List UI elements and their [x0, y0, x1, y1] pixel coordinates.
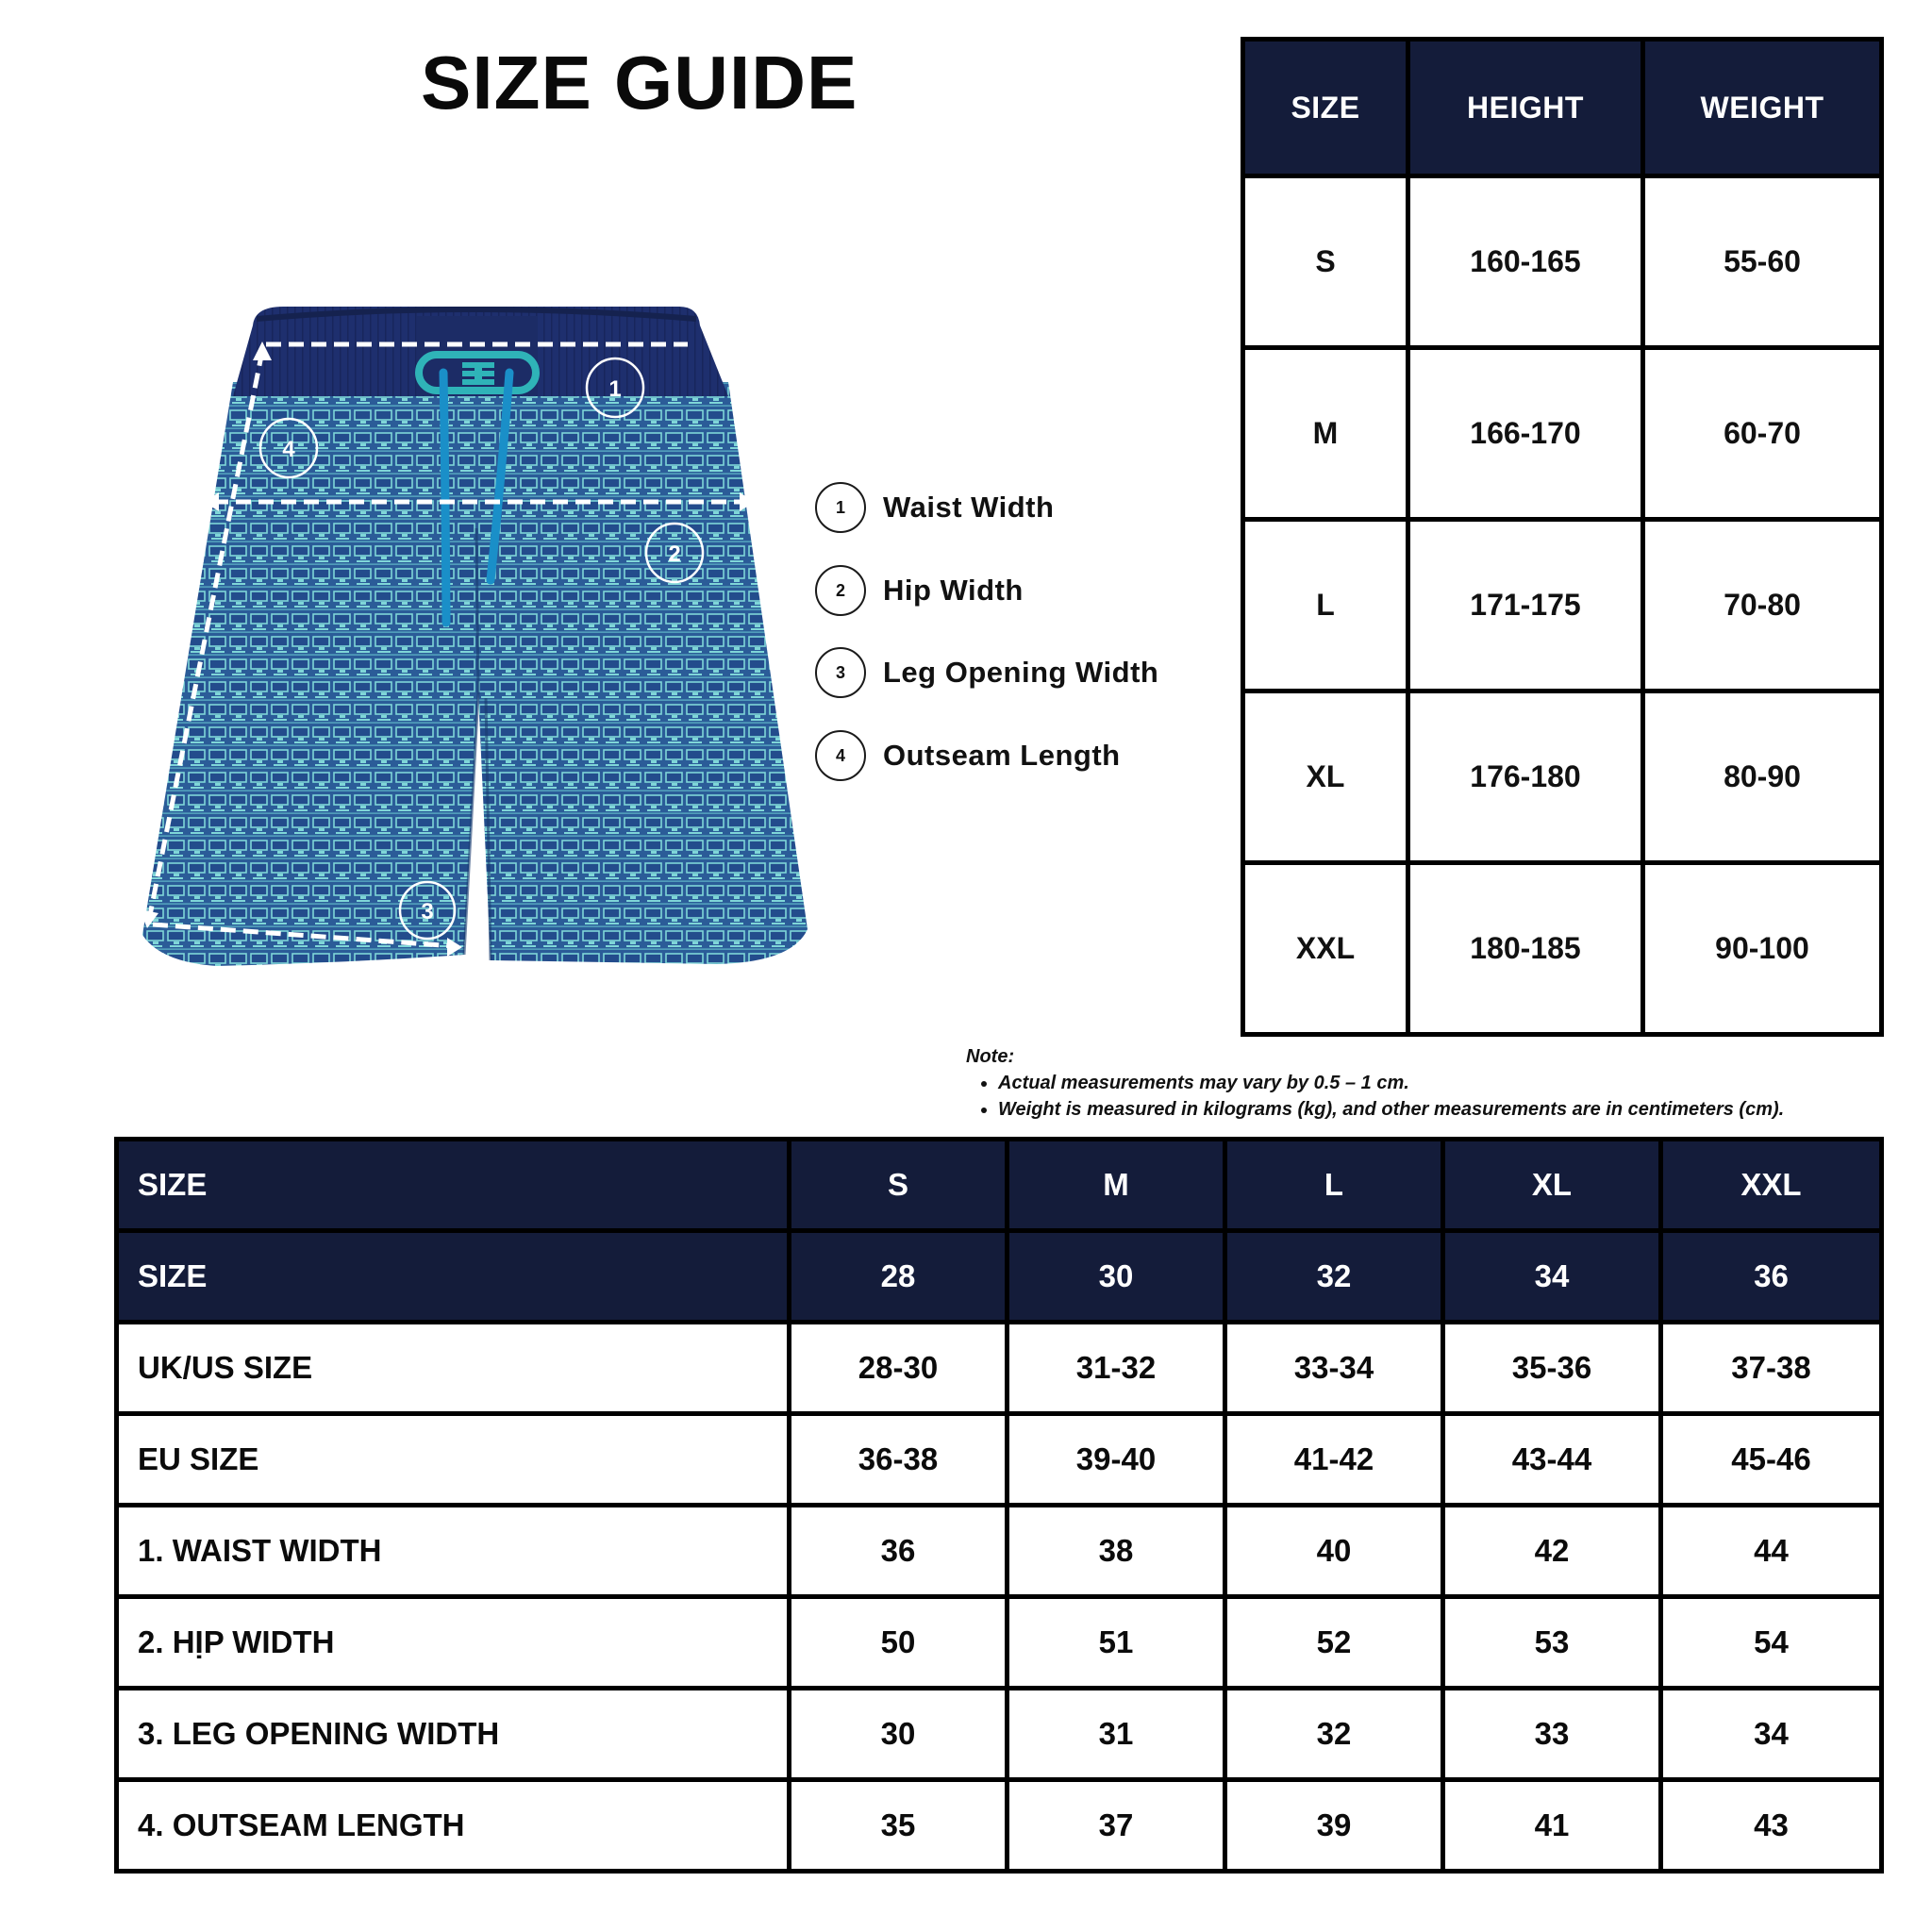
value-cell: 52 [1225, 1597, 1443, 1689]
waistband [233, 307, 728, 396]
value-cell: 35 [790, 1780, 1008, 1872]
size-cell: S [1243, 176, 1408, 348]
value-cell: 30 [790, 1689, 1008, 1780]
height-cell: 180-185 [1408, 863, 1643, 1035]
size-label-cell: XL [1443, 1140, 1661, 1231]
size-cell: M [1243, 348, 1408, 520]
value-cell: 36-38 [790, 1414, 1008, 1506]
weight-cell: 60-70 [1643, 348, 1882, 520]
size-label-cell: M [1008, 1140, 1225, 1231]
value-cell: 54 [1661, 1597, 1882, 1689]
table-header-row [1243, 40, 1882, 176]
value-cell: 37 [1008, 1780, 1225, 1872]
size-number-cell: 36 [1661, 1231, 1882, 1323]
size-label-cell: S [790, 1140, 1008, 1231]
marker-1-number: 1 [608, 376, 622, 402]
value-cell: 32 [1225, 1689, 1443, 1780]
size-number-cell: 28 [790, 1231, 1008, 1323]
number-circle-icon: 3 [815, 647, 866, 698]
row-label: UK/US SIZE [117, 1323, 790, 1414]
value-cell: 43 [1661, 1780, 1882, 1872]
row-label: 4. OUTSEAM LENGTH [117, 1780, 790, 1872]
table-row [117, 1780, 1882, 1872]
number-circle-icon: 2 [815, 565, 866, 616]
table-row [1243, 691, 1882, 863]
size-cell: XL [1243, 691, 1408, 863]
weight-cell: 90-100 [1643, 863, 1882, 1035]
swim-shorts-illustration [132, 283, 830, 981]
value-cell: 40 [1225, 1506, 1443, 1597]
size-label-cell: XXL [1661, 1140, 1882, 1231]
number-circle-icon: 4 [815, 730, 866, 781]
value-cell: 42 [1443, 1506, 1661, 1597]
value-cell: 33-34 [1225, 1323, 1443, 1414]
note-list [966, 1070, 1784, 1123]
value-cell: 39 [1225, 1780, 1443, 1872]
value-cell: 35-36 [1443, 1323, 1661, 1414]
size-cell: L [1243, 520, 1408, 691]
size-number-cell: 30 [1008, 1231, 1225, 1323]
size-number-cell: 34 [1443, 1231, 1661, 1323]
note-title: Note: [966, 1046, 1015, 1067]
legend-label: Leg Opening Width [883, 656, 1159, 689]
value-cell: 39-40 [1008, 1414, 1225, 1506]
legend-label: Outseam Length [883, 739, 1121, 772]
value-cell: 28-30 [790, 1323, 1008, 1414]
size-cell: XXL [1243, 863, 1408, 1035]
table-row [117, 1506, 1882, 1597]
size-label-cell: L [1225, 1140, 1443, 1231]
note-item: • Weight is measured in kilograms (kg), and other measurements are in centimeters (cm). [998, 1096, 1784, 1123]
column-header-weight: WEIGHT [1643, 40, 1882, 176]
table-row [117, 1689, 1882, 1780]
marker-3-number: 3 [421, 899, 434, 924]
row-label: SIZE [117, 1140, 790, 1231]
table-header-row [117, 1231, 1882, 1323]
weight-cell: 80-90 [1643, 691, 1882, 863]
value-cell: 31-32 [1008, 1323, 1225, 1414]
legend-item-waist-width [815, 479, 1054, 536]
value-cell: 51 [1008, 1597, 1225, 1689]
table-row [117, 1414, 1882, 1506]
value-cell: 41 [1443, 1780, 1661, 1872]
column-header-size: SIZE [1243, 40, 1408, 176]
table-header-row [117, 1140, 1882, 1231]
height-cell: 176-180 [1408, 691, 1643, 863]
value-cell: 43-44 [1443, 1414, 1661, 1506]
row-label: EU SIZE [117, 1414, 790, 1506]
measurement-note [966, 1043, 1784, 1123]
value-cell: 53 [1443, 1597, 1661, 1689]
table-row [117, 1597, 1882, 1689]
value-cell: 45-46 [1661, 1414, 1882, 1506]
height-cell: 160-165 [1408, 176, 1643, 348]
value-cell: 50 [790, 1597, 1008, 1689]
table-row [1243, 520, 1882, 691]
value-cell: 37-38 [1661, 1323, 1882, 1414]
size-number-cell: 32 [1225, 1231, 1443, 1323]
measurements-table [114, 1137, 1884, 1874]
value-cell: 33 [1443, 1689, 1661, 1780]
value-cell: 41-42 [1225, 1414, 1443, 1506]
legend-label: Waist Width [883, 491, 1055, 524]
marker-4-number: 4 [282, 437, 295, 462]
height-cell: 166-170 [1408, 348, 1643, 520]
column-header-height: HEIGHT [1408, 40, 1643, 176]
number-circle-icon: 1 [815, 482, 866, 533]
legend-item-leg-opening-width [815, 644, 1158, 701]
table-row [1243, 863, 1882, 1035]
note-item: • Actual measurements may vary by 0.5 – 1 cm. [998, 1070, 1784, 1096]
value-cell: 31 [1008, 1689, 1225, 1780]
legend-item-hip-width [815, 562, 1024, 619]
legend-item-outseam-length [815, 727, 1121, 784]
value-cell: 34 [1661, 1689, 1882, 1780]
marker-2-number: 2 [668, 541, 681, 567]
value-cell: 36 [790, 1506, 1008, 1597]
height-cell: 171-175 [1408, 520, 1643, 691]
row-label: 1. WAIST WIDTH [117, 1506, 790, 1597]
table-row [1243, 176, 1882, 348]
value-cell: 44 [1661, 1506, 1882, 1597]
legend-label: Hip Width [883, 574, 1024, 607]
shorts-body [142, 382, 808, 966]
row-label: 2. HỊP WIDTH [117, 1597, 790, 1689]
height-weight-table [1241, 37, 1884, 1037]
table-row [1243, 348, 1882, 520]
row-label: SIZE [117, 1231, 790, 1323]
row-label: 3. LEG OPENING WIDTH [117, 1689, 790, 1780]
table-row [117, 1323, 1882, 1414]
value-cell: 38 [1008, 1506, 1225, 1597]
weight-cell: 55-60 [1643, 176, 1882, 348]
weight-cell: 70-80 [1643, 520, 1882, 691]
page-title: SIZE GUIDE [421, 41, 858, 125]
